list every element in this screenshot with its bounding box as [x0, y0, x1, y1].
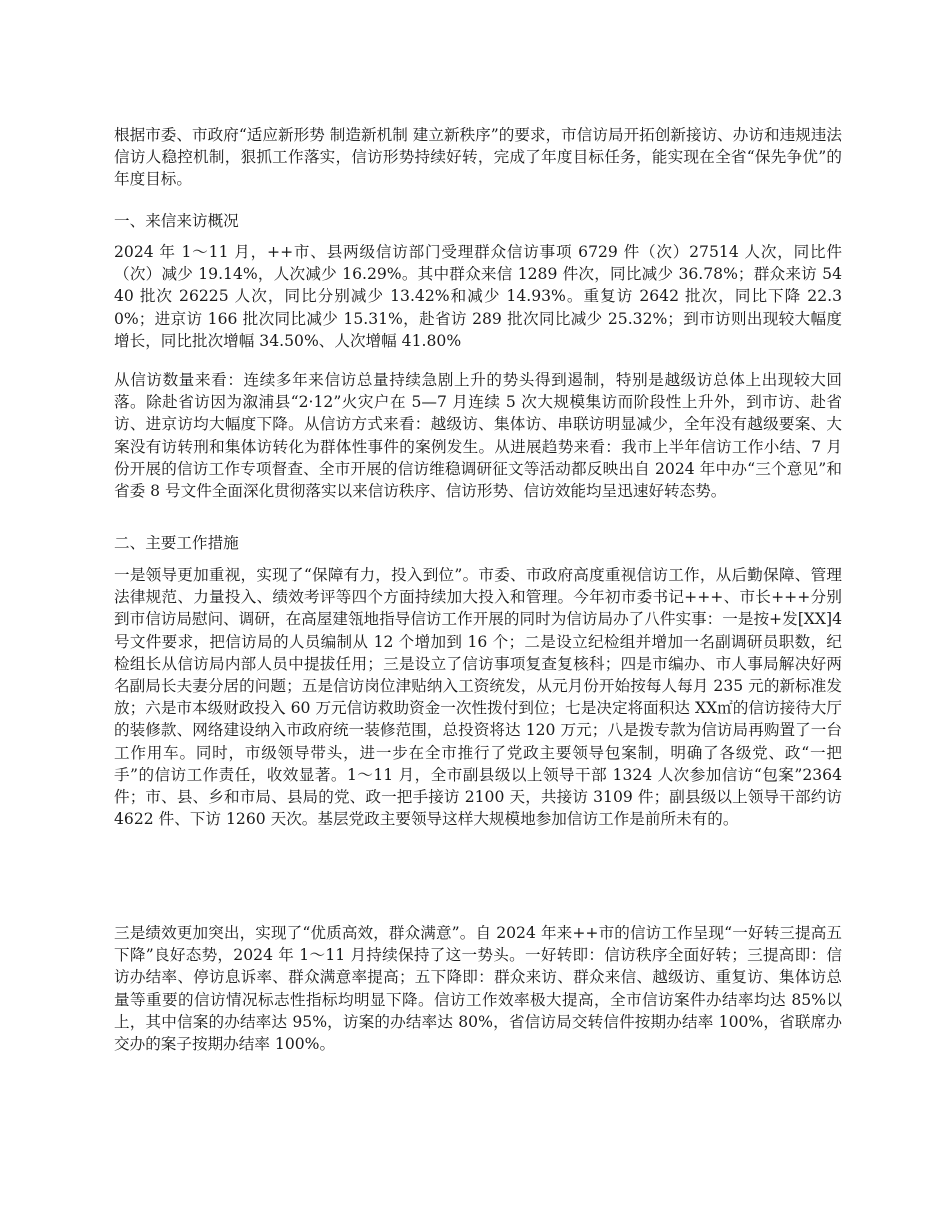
overview-paragraph: 2024 年 1～11 月，++市、县两级信访部门受理群众信访事项 6729 件（次）27514 人次，同比件（次）减少 19.14%，人次减少 16.29%。其中群众来信 1289 件次，同比减少 36.78%；群众来访 5440 批次 26225 人次，同比分别减少 13.42%和减少 14.93%。重复访 2642 批次，同比下降 22.30%；进京访 166 批次同比减少 15.31%，赴省访 289 批次同比减少 25.32%；到市访则出现较大幅度增长，同比批次增幅 34.50%、人次增幅 41.80% — [114, 243, 842, 350]
leadership-paragraph: 一是领导更加重视，实现了“保障有力，投入到位”。市委、市政府高度重视信访工作，从后勤保障、管理法律规范、力量投入、绩效考评等四个方面持续加大投入和管理。今年初市委书记+++、市长+++分别到市信访局慰问、调研，在高屋建瓴地指导信访工作开展的同时为信访局办了八件实事：一是按+发[XX]4 号文件要求，把信访局的人员编制从 12 个增加到 16 个；二是设立纪检组并增加一名副调研员职数，纪检组长从信访局内部人员中提拔任用；三是设立了信访事项复查复核科；四是市编办、市人事局解决好两名副局长夫妻分居的问题；五是信访岗位津贴纳入工资统发，从元月份开始按每人每月 235 元的新标准发放；六是市本级财政投入 60 万元信访救助资金一次性拨付到位；七是决定将面积达 XX㎡的信访接待大厅的装修款、网络建设纳入市政府统一装修范围，总投资将达 120 万元；八是拨专款为信访局再购置了一台工作用车。同时，市级领导带头，进一步在全市推行了党政主要领导包案制，明确了各级党、政“一把手”的信访工作责任，收效显著。1～11 月，全市副县级以上领导干部 1324 人次参加信访“包案”2364 件；市、县、乡和市局、县局的党、政一把手接访 2100 天，共接访 3109 件；副县级以上领导干部约访 4622 件、下访 1260 天次。基层党政主要领导这样大规模地参加信访工作是前所未有的。 — [114, 566, 842, 829]
section-heading-overview: 一、来信来访概况 — [114, 212, 239, 230]
performance-paragraph: 三是绩效更加突出，实现了“优质高效，群众满意”。自 2024 年来++市的信访工作呈现“一好转三提高五下降”良好态势，2024 年 1～11 月持续保持了这一势头。一好转即：信访秩序全面好转；三提高即：信访办结率、停访息诉率、群众满意率提高；五下降即：群众来访、群众来信、越级访、重复访、集体访总量等重要的信访情况标志性指标均明显下降。信访工作效率极大提高，全市信访案件办结率均达 85%以上，其中信案的办结率达 95%，访案的办结率达 80%，省信访局交转信件按期办结率 100%，省联席办交办的案子按期办结率 100%。 — [114, 924, 842, 1054]
trend-paragraph: 从信访数量来看：连续多年来信访总量持续急剧上升的势头得到遏制，特别是越级访总体上出现较大回落。除赴省访因为溆浦县“2·12”火灾户在 5—7 月连续 5 次大规模集访而阶段性上升外，到市访、赴省访、进京访均大幅度下降。从信访方式来看：越级访、集体访、串联访明显减少，全年没有越级要案、大案没有访转刑和集体访转化为群体性事件的案例发生。从进展趋势来看：我市上半年信访工作小结、7 月份开展的信访工作专项督查、全市开展的信访维稳调研征文等活动都反映出自 2024 年中办“三个意见”和省委 8 号文件全面深化贯彻落实以来信访秩序、信访形势、信访效能均呈迅速好转态势。 — [114, 371, 842, 501]
section-heading-measures: 二、主要工作措施 — [114, 534, 239, 552]
intro-paragraph: 根据市委、市政府“适应新形势 制造新机制 建立新秩序”的要求，市信访局开拓创新接访、办访和违规违法信访人稳控机制，狠抓工作落实，信访形势持续好转，完成了年度目标任务，能实现在全省“保先争优”的年度目标。 — [114, 126, 842, 189]
